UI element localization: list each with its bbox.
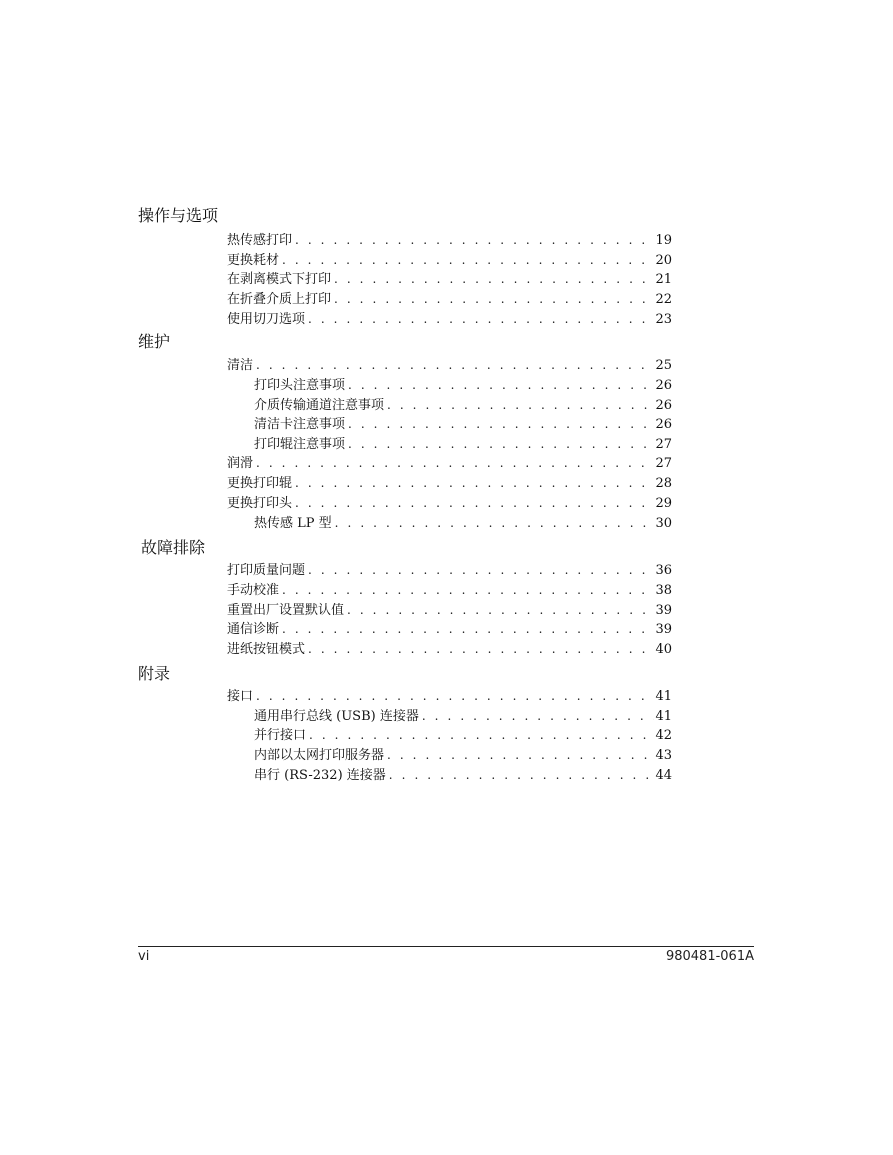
toc-entry-label: 通信诊断 bbox=[227, 622, 280, 637]
toc-entry[interactable] bbox=[227, 581, 672, 599]
toc-entry-label: 打印头注意事项 bbox=[254, 378, 346, 393]
toc-entry[interactable] bbox=[254, 415, 672, 433]
toc-entry-label: 在剥离模式下打印 bbox=[227, 272, 332, 287]
toc-entry-page: 26 bbox=[655, 398, 672, 413]
toc-entry[interactable] bbox=[227, 687, 672, 705]
toc-entry[interactable] bbox=[227, 601, 672, 619]
toc-entry-page: 36 bbox=[655, 563, 672, 578]
dot-leader bbox=[282, 620, 654, 638]
page-number: vi bbox=[138, 949, 150, 964]
toc-entry[interactable] bbox=[227, 454, 672, 472]
toc-entry-page: 21 bbox=[655, 272, 672, 287]
section-title-operations: 操作与选项 bbox=[138, 206, 219, 225]
dot-leader bbox=[348, 376, 654, 394]
toc-entry[interactable] bbox=[254, 766, 672, 784]
toc-entry-page: 29 bbox=[655, 496, 672, 511]
dot-leader bbox=[389, 766, 655, 784]
toc-entry-page: 30 bbox=[655, 516, 672, 531]
toc-entry[interactable] bbox=[254, 726, 672, 744]
toc-entry[interactable] bbox=[227, 561, 672, 579]
dot-leader bbox=[295, 231, 654, 249]
toc-entry-label: 在折叠介质上打印 bbox=[227, 292, 332, 307]
dot-leader bbox=[334, 270, 654, 288]
toc-entry-page: 19 bbox=[655, 233, 672, 248]
document-number: 980481-061A bbox=[665, 949, 754, 964]
footer-rule bbox=[138, 946, 754, 947]
toc-entry-page: 26 bbox=[655, 417, 672, 432]
toc-entry-page: 40 bbox=[655, 642, 672, 657]
toc-entry[interactable] bbox=[227, 474, 672, 492]
dot-leader bbox=[308, 310, 654, 328]
toc-entry-page: 38 bbox=[655, 583, 672, 598]
toc-entry-label: 热传感 LP 型 bbox=[254, 516, 332, 531]
toc-entry[interactable] bbox=[227, 290, 672, 308]
section-title-troubleshooting: 故障排除 bbox=[141, 538, 206, 557]
toc-entry-label: 打印质量问题 bbox=[227, 563, 306, 578]
toc-entry-page: 41 bbox=[655, 709, 672, 724]
toc-entry-label: 手动校准 bbox=[227, 583, 280, 598]
dot-leader bbox=[256, 687, 654, 705]
dot-leader bbox=[256, 356, 654, 374]
toc-entry-page: 20 bbox=[655, 253, 672, 268]
toc-entry-label: 串行 (RS-232) 连接器 bbox=[254, 768, 386, 783]
toc-entry[interactable] bbox=[254, 707, 672, 725]
toc-entry[interactable] bbox=[254, 376, 672, 394]
toc-entry[interactable] bbox=[227, 620, 672, 638]
dot-leader bbox=[387, 746, 654, 764]
toc-entry[interactable] bbox=[254, 435, 672, 453]
toc-entry[interactable] bbox=[227, 494, 672, 512]
toc-entry-label: 热传感打印 bbox=[227, 233, 293, 248]
dot-leader bbox=[334, 290, 654, 308]
toc-entry-page: 39 bbox=[655, 603, 672, 618]
toc-entry-label: 清洁 bbox=[227, 358, 254, 373]
toc-entry-page: 44 bbox=[655, 768, 672, 783]
dot-leader bbox=[308, 640, 654, 658]
toc-entry-label: 进纸按钮模式 bbox=[227, 642, 306, 657]
toc-entry-page: 23 bbox=[655, 312, 672, 327]
toc-entry-label: 通用串行总线 (USB) 连接器 bbox=[254, 709, 419, 724]
toc-entry[interactable] bbox=[227, 270, 672, 288]
toc-entry-label: 使用切刀选项 bbox=[227, 312, 306, 327]
toc-entry[interactable] bbox=[227, 231, 672, 249]
dot-leader bbox=[308, 561, 654, 579]
toc-entry-page: 27 bbox=[655, 437, 672, 452]
toc-entry[interactable] bbox=[227, 251, 672, 269]
dot-leader bbox=[387, 396, 654, 414]
toc-entry-label: 更换耗材 bbox=[227, 253, 280, 268]
toc-entry-page: 25 bbox=[655, 358, 672, 373]
toc-entry-page: 42 bbox=[655, 728, 672, 743]
toc-entry[interactable] bbox=[254, 514, 672, 532]
toc-entry-label: 介质传输通道注意事项 bbox=[254, 398, 385, 413]
toc-entry-page: 27 bbox=[655, 456, 672, 471]
toc-entry-label: 清洁卡注意事项 bbox=[254, 417, 346, 432]
toc-entry-page: 26 bbox=[655, 378, 672, 393]
section-title-appendix: 附录 bbox=[138, 664, 171, 683]
dot-leader bbox=[295, 474, 654, 492]
toc-entry-page: 43 bbox=[655, 748, 672, 763]
dot-leader bbox=[282, 581, 654, 599]
dot-leader bbox=[348, 415, 654, 433]
toc-entry-label: 更换打印辊 bbox=[227, 476, 293, 491]
dot-leader bbox=[295, 494, 654, 512]
dot-leader bbox=[282, 251, 654, 269]
toc-entry-label: 打印辊注意事项 bbox=[254, 437, 346, 452]
toc-entry-page: 41 bbox=[655, 689, 672, 704]
toc-entry-label: 更换打印头 bbox=[227, 496, 293, 511]
toc-entry[interactable] bbox=[254, 746, 672, 764]
dot-leader bbox=[309, 726, 654, 744]
dot-leader bbox=[347, 601, 654, 619]
toc-entry-page: 39 bbox=[655, 622, 672, 637]
toc-entry[interactable] bbox=[227, 310, 672, 328]
toc-entry-label: 内部以太网打印服务器 bbox=[254, 748, 385, 763]
toc-entry[interactable] bbox=[227, 640, 672, 658]
dot-leader bbox=[256, 454, 654, 472]
toc-entry-label: 润滑 bbox=[227, 456, 254, 471]
toc-entry-label: 接口 bbox=[227, 689, 254, 704]
toc-entry-label: 并行接口 bbox=[254, 728, 307, 743]
dot-leader bbox=[348, 435, 654, 453]
toc-entry-label: 重置出厂设置默认值 bbox=[227, 603, 345, 618]
toc-entry-page: 28 bbox=[655, 476, 672, 491]
toc-entry[interactable] bbox=[227, 356, 672, 374]
section-title-maintenance: 维护 bbox=[138, 332, 171, 351]
toc-entry[interactable] bbox=[254, 396, 672, 414]
dot-leader bbox=[335, 514, 655, 532]
toc-entry-page: 22 bbox=[655, 292, 672, 307]
dot-leader bbox=[422, 707, 655, 725]
